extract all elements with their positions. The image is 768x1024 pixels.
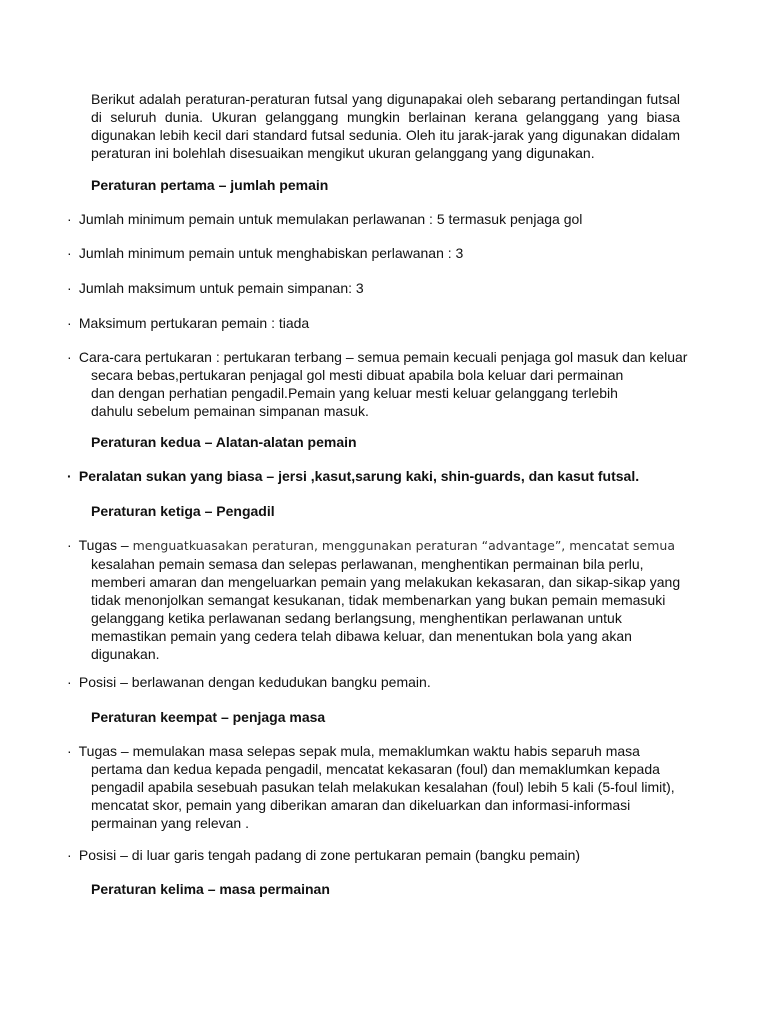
rule1-bullet-5-first-line: Cara-cara pertukaran : pertukaran terbang – semua pemain kecuali penjaga gol masuk dan keluar	[78, 349, 688, 365]
rule3-bullet-1-first-line: menguatkuasakan peraturan, menggunakan peraturan “advantage”, mencatat semua	[132, 538, 675, 553]
rule1-bullet-5	[67, 348, 697, 420]
bullet-glyph: ·	[67, 537, 72, 553]
rule4-heading: Peraturan keempat – penjaga masa	[91, 709, 326, 725]
rule2-heading: Peraturan kedua – Alatan-alatan pemain	[91, 434, 357, 450]
rule3-bullet-1-lead: Tugas –	[78, 537, 129, 553]
rule1-bullet-3-text: Jumlah maksimum untuk pemain simpanan: 3	[78, 280, 364, 296]
rule4-bullet-1-continuation: pertama dan kedua kepada pengadil, mencatat kekasaran (foul) dan memaklumkan kepada pengadil apabila sesebuah pasukan telah melakukan kesalahan (foul) lebih 5 kali (5-foul limit), mencatat skor, pemain yang diberikan amaran dan dikeluarkan dan informasi-informasi permainan yang relevan .	[91, 761, 675, 831]
bullet-glyph: ·	[67, 349, 72, 365]
rule4-bullet-1	[67, 742, 697, 832]
bullet-glyph: ·	[67, 211, 72, 227]
rule1-bullet-2-text: Jumlah minimum pemain untuk menghabiskan perlawanan : 3	[78, 245, 464, 261]
bullet-glyph: ·	[67, 245, 72, 261]
bullet-glyph: ·	[67, 674, 72, 690]
rule1-bullet-5-continuation: secara bebas,pertukaran penjagal gol mesti dibuat apabila bola keluar dari permainan dan dengan perhatian pengadil.Pemain yang keluar mesti keluar gelanggang terlebih dahulu sebelum pemainan simpanan masuk.	[91, 367, 624, 419]
rule3-bullet-1-continuation: kesalahan pemain semasa dan selepas perlawanan, menghentikan permainan bila perlu, memberi amaran dan mengeluarkan pemain yang melakukan kekasaran, dan sikap-sikap yang tidak menonjolkan semangat kesukanan, tidak membenarkan yang bukan pemain memasuki gelanggang ketika perlawanan sedang berlangsung, menghentikan perlawanan untuk memastikan pemain yang cedera telah dibawa keluar, dan menentukan bola yang akan digunakan.	[91, 556, 681, 662]
rule2-bullet-1	[67, 467, 697, 485]
rule3-bullet-2	[67, 673, 697, 691]
rule1-heading: Peraturan pertama – jumlah pemain	[91, 177, 329, 193]
rule4-bullet-1-first-line: Tugas – memulakan masa selepas sepak mula, memaklumkan waktu habis separuh masa	[78, 743, 640, 759]
bullet-glyph: ·	[67, 468, 72, 484]
rule4-bullet-2	[67, 846, 697, 864]
bullet-glyph: ·	[67, 280, 72, 296]
rule1-bullet-1-text: Jumlah minimum pemain untuk memulakan perlawanan : 5 termasuk penjaga gol	[78, 211, 583, 227]
rule5-heading: Peraturan kelima – masa permainan	[91, 881, 330, 897]
bullet-glyph: ·	[67, 847, 72, 863]
rule3-heading: Peraturan ketiga – Pengadil	[91, 503, 275, 519]
rule3-bullet-2-text: Posisi – berlawanan dengan kedudukan bangku pemain.	[78, 674, 431, 690]
rule4-bullet-2-text: Posisi – di luar garis tengah padang di zone pertukaran pemain (bangku pemain)	[78, 847, 581, 863]
rule2-bullet-1-text: Peralatan sukan yang biasa – jersi ,kasut,sarung kaki, shin-guards, dan kasut futsal.	[78, 468, 640, 484]
bullet-glyph: ·	[67, 743, 72, 759]
intro-paragraph: Berikut adalah peraturan-peraturan futsal yang digunapakai oleh sebarang pertandingan futsal di seluruh dunia. Ukuran gelanggang mungkin berlainan kerana gelanggang yang biasa digunakan lebih kecil dari standard futsal sedunia. Oleh itu jarak-jarak yang digunakan didalam peraturan ini bolehlah disesuaikan mengikut ukuran gelanggang yang digunakan.	[91, 91, 680, 161]
rule1-bullet-1	[67, 210, 697, 228]
rule1-bullet-3	[67, 279, 697, 297]
rule1-bullet-2	[67, 244, 697, 262]
bullet-glyph: ·	[67, 315, 72, 331]
rule3-bullet-1	[67, 536, 697, 663]
rule1-bullet-4	[67, 314, 697, 332]
rule1-bullet-4-text: Maksimum pertukaran pemain : tiada	[78, 315, 310, 331]
